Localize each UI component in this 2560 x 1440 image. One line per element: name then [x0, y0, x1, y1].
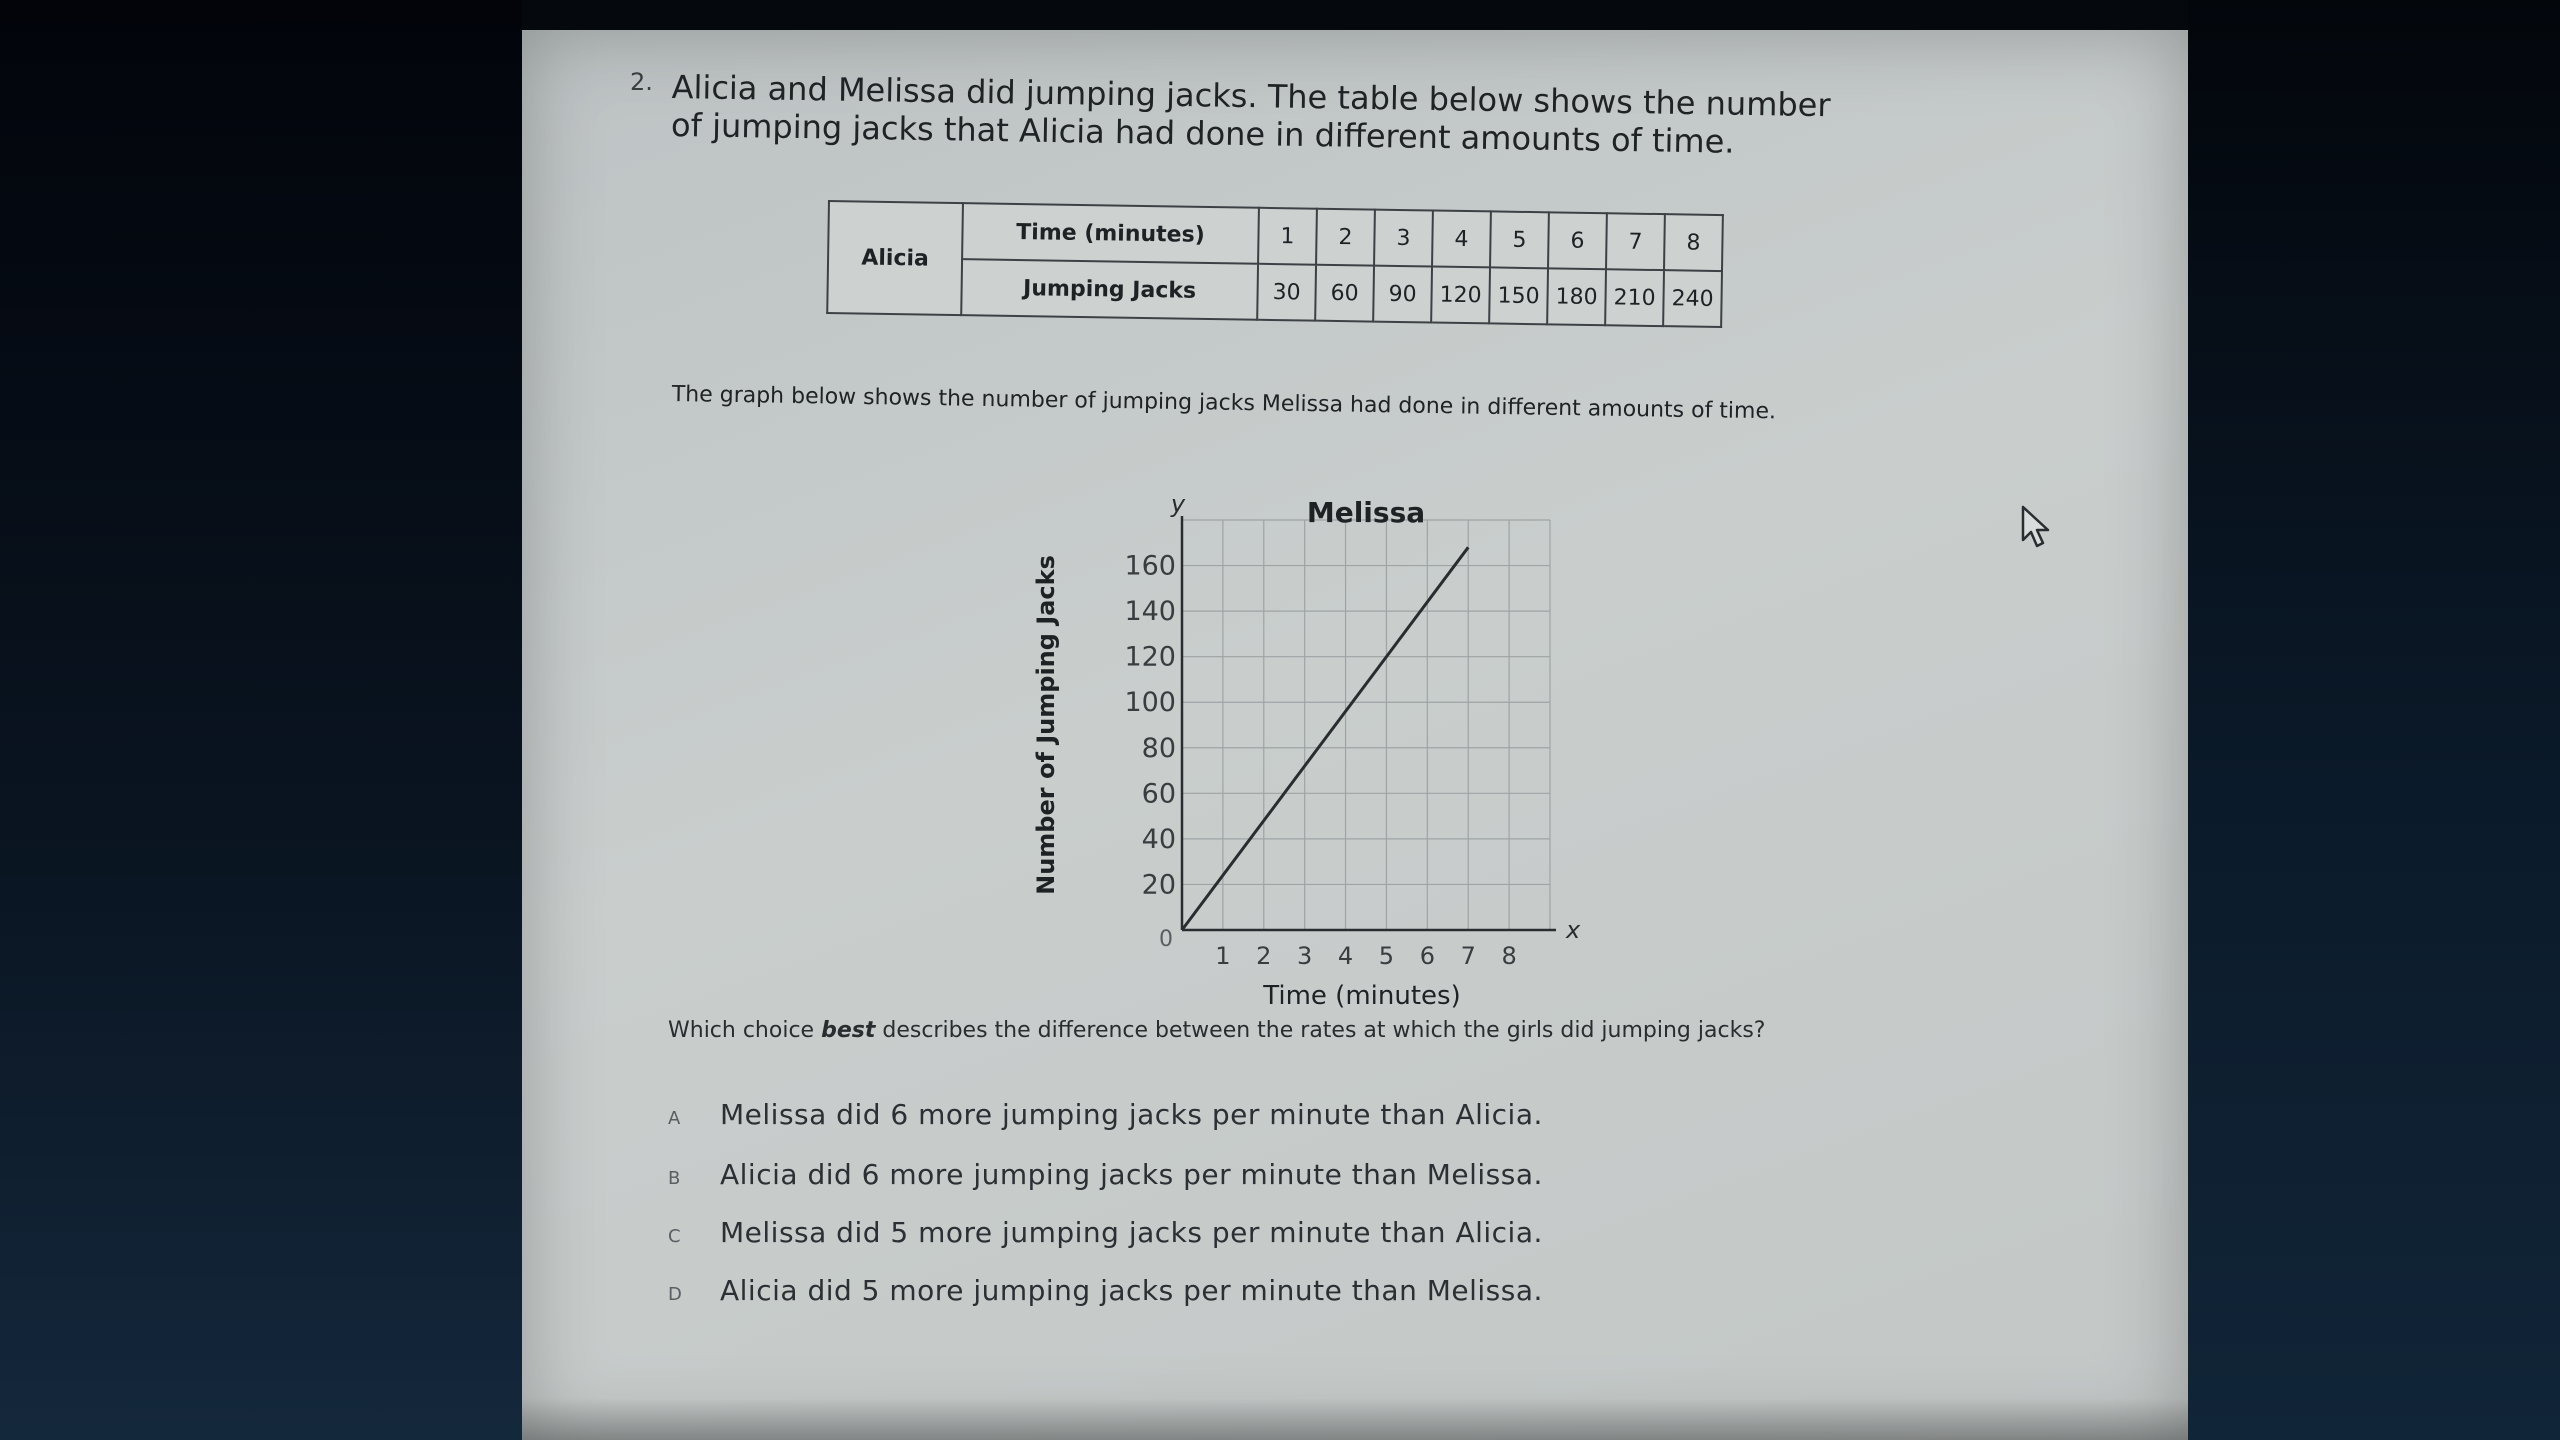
y-tick-label: 140 — [1124, 596, 1176, 628]
x-tick-label: 6 — [1419, 942, 1435, 970]
choice-text: Melissa did 5 more jumping jacks per minute than Alicia. — [720, 1216, 1543, 1249]
y-tick-label: 160 — [1124, 550, 1176, 582]
choice-a[interactable] — [668, 1098, 1868, 1131]
jacks-cell: 240 — [1663, 270, 1722, 327]
alicia-table — [826, 200, 1724, 328]
choice-text: Alicia did 5 more jumping jacks per minute than Melissa. — [720, 1274, 1543, 1307]
worksheet-page — [522, 30, 2188, 1440]
choice-letter: A — [668, 1108, 681, 1129]
mouse-cursor-icon — [2020, 504, 2054, 550]
y-tick-label: 40 — [1141, 823, 1176, 855]
choice-letter: D — [668, 1284, 683, 1305]
melissa-chart — [992, 460, 1581, 1020]
jacks-cell: 150 — [1489, 267, 1548, 324]
choice-c[interactable] — [668, 1216, 1868, 1249]
monitor-bezel-left — [0, 0, 522, 1440]
time-cell: 5 — [1490, 211, 1549, 268]
table-name-cell: Alicia — [827, 201, 963, 315]
y-tick-label: 80 — [1141, 732, 1176, 764]
origin-label: 0 — [1159, 927, 1173, 952]
choice-letter: C — [668, 1226, 682, 1247]
prompt-text-before: Which choice — [668, 1018, 822, 1043]
y-tick-label: 100 — [1124, 687, 1176, 719]
prompt-emphasis: best — [821, 1018, 876, 1043]
x-tick-label: 7 — [1460, 942, 1476, 970]
choice-b[interactable] — [668, 1158, 1868, 1191]
time-cell: 7 — [1606, 213, 1665, 270]
jacks-cell: 60 — [1315, 265, 1374, 322]
x-axis-label: Time (minutes) — [1263, 981, 1461, 1011]
choice-d[interactable] — [668, 1274, 1868, 1307]
y-tick-label: 60 — [1141, 778, 1176, 810]
question-intro: Alicia and Melissa did jumping jacks. The table below shows the number of jumping jacks that Alicia had done in different amounts of time. — [670, 68, 1831, 161]
y-axis-letter: y — [1170, 490, 1186, 518]
time-cell: 2 — [1316, 209, 1375, 266]
jacks-row-label: Jumping Jacks — [961, 259, 1258, 320]
time-row-label: Time (minutes) — [962, 203, 1259, 264]
x-axis-letter: x — [1566, 916, 1581, 944]
choice-text: Melissa did 6 more jumping jacks per minute than Alicia. — [720, 1098, 1543, 1131]
jacks-cell: 210 — [1605, 269, 1664, 326]
x-tick-label: 3 — [1297, 942, 1313, 970]
x-tick-label: 2 — [1256, 942, 1272, 970]
chart-title: Melissa — [1306, 496, 1426, 529]
time-cell: 1 — [1258, 208, 1317, 265]
y-tick-label: 120 — [1124, 641, 1176, 673]
x-tick-label: 5 — [1378, 942, 1395, 970]
time-cell: 4 — [1432, 211, 1491, 268]
question-number: 2. — [630, 68, 653, 96]
jacks-cell: 30 — [1257, 264, 1316, 321]
melissa-series-line — [1182, 547, 1468, 930]
y-tick-label: 20 — [1141, 869, 1176, 901]
prompt-text-after: describes the difference between the rates at which the girls did jumping jacks? — [875, 1018, 1766, 1043]
time-cell: 6 — [1548, 212, 1607, 269]
monitor-bezel-right — [2188, 0, 2560, 1440]
choice-letter: B — [668, 1168, 681, 1189]
jacks-cell: 90 — [1373, 266, 1432, 323]
x-tick-label: 1 — [1215, 942, 1231, 970]
graph-intro: The graph below shows the number of jumping jacks Melissa had done in different amounts of time. — [671, 382, 1777, 425]
x-tick-label: 8 — [1501, 942, 1517, 970]
choice-text: Alicia did 6 more jumping jacks per minute than Melissa. — [720, 1158, 1543, 1191]
x-tick-label: 4 — [1337, 942, 1354, 970]
screen-bottom-shade — [522, 1398, 2188, 1440]
time-cell: 3 — [1374, 210, 1433, 267]
y-axis-label: Number of Jumping Jacks — [1032, 555, 1060, 895]
alicia-table-container — [826, 200, 1724, 328]
jacks-cell: 180 — [1547, 268, 1606, 325]
time-cell: 8 — [1664, 214, 1723, 271]
question-prompt — [668, 1018, 1868, 1043]
jacks-cell: 120 — [1431, 266, 1490, 323]
